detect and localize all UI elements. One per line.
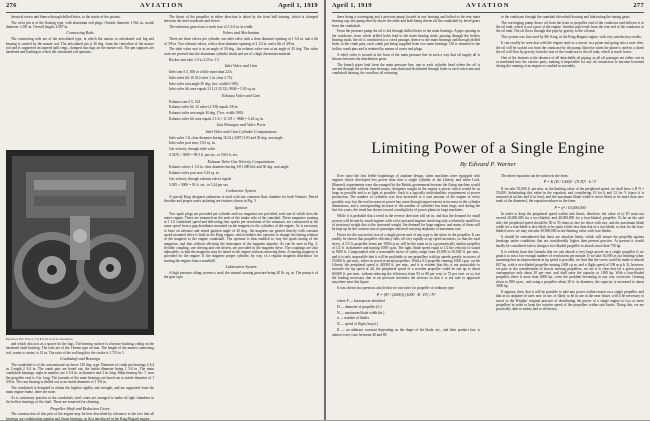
- section-heading: Propeller Shaft and Reduction Gears: [50, 405, 110, 411]
- right-page: [326, 0, 650, 420]
- right-running-title: AVIATION: [466, 2, 510, 9]
- right-page-number: 277: [633, 2, 644, 9]
- data-line: 5.035 × 5000 = 91 ft. sec. or 5.24 per sec.: [169, 183, 229, 188]
- paragraph: It should be remembered that these are absolute limits, which will ensure the propeller against breakage under conditions that are considerably higher than present practice. At present it would hardly be considered safe to design a two-bladed propeller to absorb more than 750 hp.: [496, 235, 644, 248]
- data-line: Exhaust cam 5.5, 334.: [169, 99, 201, 104]
- paragraph: It is evident from this formula that we can absorb a very large power on a single propeller if we grant it to run a low enough number of revolutions per minute. If we take 16,000 as our limiting value, assuming that no improvement in tip speed is possible, we find that the screw could be made to absorb 847 hp. with a two-bladed propeller turning 1400 r.p.m. and a flight speed of 100 m.p.h. If, however, we pass to the consideration of slower moving propellers, we see it is clear that for a given power consumption only about 20 per cent. and shall raise the capacity to 1400 hp. With a four-bladed propeller, there is more than 2000 hp., even the problem becoming in any way excessive. Gearing down to 800 r.p.m., and using a propeller about 20 ft. in diameter, the capacity is increased to about 3000 hp.: [496, 249, 644, 289]
- right-column-1-bottom: [332, 174, 480, 418]
- left-column-1-top: [6, 15, 154, 148]
- section-heading: Exhaust Valve and Cam: [221, 92, 261, 98]
- paragraph: there being a scavenging and a pressure pump located in one housing and bolted to the rear main bearing cap, one pump directly above the other and both being driven off the crankshaft by bevel gears from the crankshaft.: [332, 15, 480, 28]
- paragraph: From the pressure pump the oil is led through drilled holes to the main bearings. A pipe opening in the crankcase, from which drilled holes lead to the main bearing studs, passing through the hollow bearing studs, the oil is conducted to a cored passage, thence to the main bearings and through drilled holes to the crank pins, each crank pin being supplied from two main bearings. Oil is returned to the hollow crank pins and is retained by means of cones and plugs.: [332, 29, 480, 51]
- paragraph: If we take 55,000 ft. per min. as the limiting value of the peripheral speed, we shall have π D N = 55,000. Substituting this value in the equation, and considering 10 for b and 12 for V (since it is assumed in inches and if in feet), and the maximum blade width is never likely to be more than one-tenth of the diameter), the equation reduces to the form:: [496, 186, 644, 204]
- paragraph: Two spark plugs are provided per cylinder and two magnetos are provided, each one of which fires the entire engine. These are mounted on the ends of the intake side of the camshaft. These magnetos running at 1 1/2 crankshaft speed and delivering four sparks per revolution of the armature, are constructed at the same speed from a gap distributor mounted on the magneto to the cylinders of the engine. As is necessary to have an advance and retard ignition angle of 45 deg., the magneto are geared directly with constant speed mounted drive is built in the King engine, which enables the operator to change the timing relation of the magneto to the engine crankshaft. The operator is thus enabled to vary the spark timing of the magnetos, and thus without affecting the interrupter of the magneto impulse. As can be seen in Fig. 3, flexible coupling, one driving and one driven, are provided in the magneto drive. The couplings are also adjustable, so that the magnetos may be timed to the engine without removing them. A starting magneto is provided for the engine. If the magneto proper cylinder, by way of a regular magneto distributor for starting the engine from a standstill.: [164, 211, 318, 263]
- definition-line: N — maximum blade width (in.): [337, 310, 385, 315]
- limit-formula: P = η² / 10,000,000: [554, 204, 586, 210]
- right-header-rule: [332, 12, 644, 13]
- section-heading: Inlet Valve and Cam Cylinder Computations: [205, 128, 277, 134]
- paragraph: In order to keep the peripheral speed within safe limits, therefore, the value of η² D² must not exceed 20,000,000 for a two-bladed, and 40,000,000 for a four-bladed, propeller. To be on the safe side, the peripheral speed should be 50 to 55 times as fast for those with two, and the maximum blade width for a four-blade is also likely to be quite a little less than that of a two-blade, so that for the four-bladed screw we may not take 30,000,000 as the limiting value with four blades.: [496, 212, 644, 234]
- paragraph: The thrust of the propeller in either direction is taken by the front ball bearing, which is clamped between the steel crankcase and sleeve.: [164, 15, 318, 24]
- paragraph: A special King designed carburetor is used with one common float chamber for both Venturis. Paired throttles and proper water jacketing are features shown in Fig. 3.: [164, 195, 318, 204]
- paragraph: The connecting rods are of the articulated type, in which the master or articulated rod, big end bearing is carried by the master rod. The articulated pin is 26 deg. from the centerline of the master rod and is supported on tapered split rings, clamped into lugs on the master rod. The pin supports are hardened and bushing in which the articulated rod operates.: [6, 37, 154, 55]
- data-line: Exhaust valve lift 12 valve (2 5/8) equals 3/8 in.: [169, 105, 239, 110]
- left-column-2: [164, 15, 318, 418]
- right-column-2-bottom: [496, 174, 644, 418]
- data-line: Inlet valve 1.8, clear diameter boring 16.32 (.3497) 5.03 and 30 deg. seat angle.: [169, 135, 284, 140]
- figure-caption: Propeller End View of the Engine Cowling Assembled: [6, 337, 73, 341]
- definition-line: K — an arbitrary constant depending on the shape of the blade, etc., and their product law, is almost every case, between 40 and 80.: [332, 328, 480, 337]
- data-line: Inlet valve lift area equals 3.11 (3 25 32) .9846 = 5.03 sq. in.: [169, 87, 257, 92]
- paragraph: The scavenging pump draws oil from the front or propeller end of the crankcase and delivers it to the oil tank, which is not a part of the engine. Another pipe leads from the rear end of the crankcase to the oil tank. The oil flows through this pipe by gravity to the oil tank.: [496, 20, 644, 34]
- definition-line: D — diameter of propeller (ft.): [337, 304, 382, 309]
- paragraph: The wrist pin is of the floating type, with aluminum end plugs. Outside diameter 1.562 in., inside diameter 1.281 in. Overall length, 4.007 in.: [6, 20, 154, 30]
- data-line: Exhaust valve lift area equals 2 1/4 × 11 3/8 × .9846 = 5.24 sq. in.: [169, 117, 264, 122]
- paragraph: The above equation can be written in the form:: [501, 174, 569, 178]
- article-byline: By Edward P. Warner: [459, 161, 517, 168]
- paragraph: It can readily be seen that with the engine used as a tractor in a plane and going into a nose dive, the oil will be sucked out from the crankcase by the pump; likewise when the plane is used in a climb the oil will flow by gravity from the rear of the crankcase to the oil tank, which is much lower.: [496, 41, 644, 54]
- data-line: Inlet valve lift 10.32 (valve 1 in. clear 2.75).: [169, 75, 233, 80]
- data-line: Inlet cam 5.5, 300 or a little more than 22.6.: [169, 69, 233, 74]
- power-formula: P = K (D / 1000)³ · (N D)⁵ · b / V: [543, 179, 597, 185]
- paragraph: It appears, then, that it will be possible to take any power within reason on a single propeller, and that in no airplane of sizes now in use, or likely to be in use in the near future, will it be necessary to resort to the Wrights' original practice of distributing the power of a single engine to two or more propellers in order to keep the rotative speed of the propellers within safe limits. Doing this, we are practically able to satisfy and to efficiency.: [496, 289, 644, 312]
- paragraph: drawical recess and thence through drilled holes, to the inside of the pistons.: [11, 15, 121, 19]
- paragraph: The crankshaft is of the conventional six throw 120 deg. type. Diameter of crank pin bearings 2 3/4 in. Length 2 3/4 in. The crank pins are bored out, the inside diameter being 1 3/4 in. The main crankshaft bearings, eight in number, are 2 3/4 in. in diameter and 2 in. long. Main bearing No. 7, near the propeller end, is 3 in. long. The journals of the main bearings are bored out to inside diameter of 1 5/8 in. The rear bearing is drilled out to an inside diameter of 1 3/8 in.: [6, 362, 154, 384]
- article-title: Limiting Power of a Single Engine: [371, 140, 605, 157]
- data-line: Gas velocity through exhaust valves equals: [169, 177, 232, 182]
- data-line: Gas velocity through inlet valve.: [169, 147, 217, 152]
- paragraph: A relief valve is located at the front of the main pressure line in such a way that oil supply all is thrown between the distribution gears.: [332, 52, 480, 61]
- right-page-header: [332, 2, 644, 11]
- definition-line: where P — horsepower absorbed: [337, 298, 385, 303]
- left-column-1-bottom: [6, 342, 154, 421]
- section-heading: Inlet Valve and Cam: [224, 62, 258, 68]
- section-heading: Gas Passages and Valve Ports: [216, 122, 266, 128]
- engine-photograph: [6, 150, 154, 335]
- data-line: Inlet valve seat angle 30 deg. (sec. width 0.100).: [169, 81, 239, 86]
- paragraph: and which also acts as a spacer for the lugs. The bearing surface is a bronze bushing, riding on the hardened shaft bushing. The rods are of the I-beam type section. The length of the master connecting rod, center to center, is 12 in. The ratio of the rod length to the stroke is 1.715 to 1.: [6, 342, 154, 355]
- paragraph: to the crankcase through the camshaft driveshaft housing and lubricating the timing gears.: [501, 15, 631, 19]
- data-line: Inlet valve port area, 5.03 sq. in.: [169, 141, 216, 146]
- left-running-title: AVIATION: [140, 2, 184, 9]
- definition-line: N — speed of flight (m.p.h.): [337, 322, 379, 327]
- paragraph: Rocker arm ratio 1.5 to 2.25 to 1.5.: [169, 57, 220, 62]
- paragraph: While it is probable that a trend in the reverse direction will set in, and that the demand for small powers will be met by small engines with a few powered engines involving only a relatively small loss of structural weight due to the increased weight, the demand for large engines, and many of them will be kept up by the construction of passenger and mail-carrying airplanes of maximum size.: [332, 214, 480, 232]
- section-heading: Crankshaft and Bearings: [59, 355, 101, 361]
- section-heading: Connecting Rods: [66, 30, 94, 36]
- definition-line: n — number of blades: [337, 316, 370, 321]
- paragraph: The branch pipes lead from the main pressure line, one to each cylinder head where the oil is carried through the rocker arm bearings, cam shaft and distributed through holes to each valve arm and crankshaft bearing, the overflow oil returning: [332, 62, 480, 76]
- section-heading: Carburetor System: [225, 188, 257, 194]
- left-header-rule: [6, 12, 318, 13]
- right-column-1-top: [332, 15, 480, 121]
- paragraph: A high pressure oiling system is used, the normal running pressure being 40 lb. sq. in. The pump is of the gear type,: [164, 270, 318, 280]
- data-line: Exhaust valve port area 5.24 sq. in.: [169, 171, 220, 176]
- paragraph: The reduction gears have a tooth face of 3 3/4 in. in width.: [169, 25, 254, 30]
- left-issue-date: April 1, 1919: [278, 2, 318, 9]
- data-line: Exhaust valves 2 1/4 in. clear diameter having 3/8 (.580) lift and 30 deg. seat angle.: [169, 165, 290, 170]
- section-heading: Valves and Mechanism: [222, 30, 260, 36]
- paragraph: The crankshaft is designed to obtain the highest rigidity and strength, and are supported from the main engine frame, there are none.: [6, 385, 154, 395]
- section-heading: Lubrication System: [225, 264, 257, 270]
- propeller-formula: P = (K² / (2000)) (1000 · B · D²) / N³: [376, 291, 436, 297]
- paragraph: There are three valves per cylinder, one inlet valve with a clear diameter opening of 1 3/4 in. and a lift of 3/8 in. Two exhaust valves, with a clear diameter opening of 2 1/2 in. and a lift of 3/8 in.: [164, 37, 318, 46]
- paragraph: Factor for the successive size of a single power unit of any type is the stress in the propeller. It can readily be shown that propeller efficiency falls off very rapidly as tip speed increases, so that the total stress, if 1/2 ft. propeller forms per 1000 r.p.m. will be the same as in a geometrically similar propeller of 1/2 ft. in diameter and turning 1000 r.p.m. The tight, blade speed equal to 1/2 the velocity of sound at 5000 ft. Compounded with a reasonable factor of safety range from 45,000 to 50,000 ft. per min., and it is only impossible that it will be profitable to use propellers with tip speeds greatly in excess of 55,000 ft. per min., either in wood or metal propellers. With a 0.5 propeller running 1000 r.p.m. on the Liberty, the peripheral speed is 48,000 ft. per min., and it is evident that this is not practicable to increase the tip speed at all, the peripheral speed of a wooden propeller could be run up to about 60,000 ft. per min., without reducing the efficiency from 93 or 80 per cent. to 72 per cent. or so, but the loading necessary due to air pressure increases the stresses so that it is not safe to approach anywhere near this figure.: [332, 233, 480, 285]
- paragraph: As is customary practice in the crankshaft, steel cones are arranged to make oil tight chambers in the hollow bearings of the shaft. These are removed for cleaning.: [6, 395, 154, 405]
- right-issue-date: April 1, 1919: [332, 2, 372, 9]
- paragraph: It was shown in a previous article that we can write for propeller of ordinary type: [337, 286, 454, 291]
- paragraph: One of the features is the absence of all detachable oil piping, as all oil passages are either cast in or machined into the various parts, making it impossible for any oil connection to become loosened during the running of an engine or crashed in assembly.: [496, 55, 644, 69]
- left-page-number: 276: [6, 2, 17, 9]
- left-page: [0, 0, 324, 420]
- paragraph: The inlet valve seat is at an angle of 30 deg., the exhaust valve seat at an angle of 45 deg. The valve seats are pressed into the aluminum cylinder heads and are of a high chromium material.: [164, 47, 318, 56]
- engine-illustration: [6, 150, 154, 335]
- right-column-2-top: [496, 15, 644, 121]
- data-line: Exhaust valve seat angle 30 deg. (*sec. width .900).: [169, 111, 244, 116]
- paragraph: The construction of this part of the engine may be best described by reference to the fact that all bearings are combination annular and thrust bearings, as first introduced in the King-Bugatti engine.: [6, 412, 154, 421]
- paragraph: This system was first used by Mr. King, in the King-Bugatti engine, with very satisfactory results.: [501, 35, 642, 40]
- data-line: 0.5476 × 5000 = 99.5 ft. per sec. or 1563 ft. sec.: [169, 153, 239, 158]
- paragraph: Ever since the first feeble beginnings of airplane design, when machines were equipped with engines which developed less power than does a single cylinder of the Liberty, and when Lord, (Bonnet), experiments were discouraged by the British government because the flying machine would be impracticable without limited power, designers sought in the engine a power which would be as large as possible and is as light as possible. Such is a typically individualistic requirement of power production. The number of cylinders was first increased to a vast amount of the engine in every possible way, but the real increase in power has come through improvement in increase in the cylinder dimensions, and a corresponding increase of the number of cylinders has been large, and during the last few years, the trend has shown toward a multiplicity of power plants in large machines.: [332, 174, 480, 213]
- section-heading: Ignition: [234, 204, 248, 210]
- left-page-header: [6, 2, 318, 11]
- section-heading: Exhaust Valve Gas Velocity Computations: [207, 158, 275, 164]
